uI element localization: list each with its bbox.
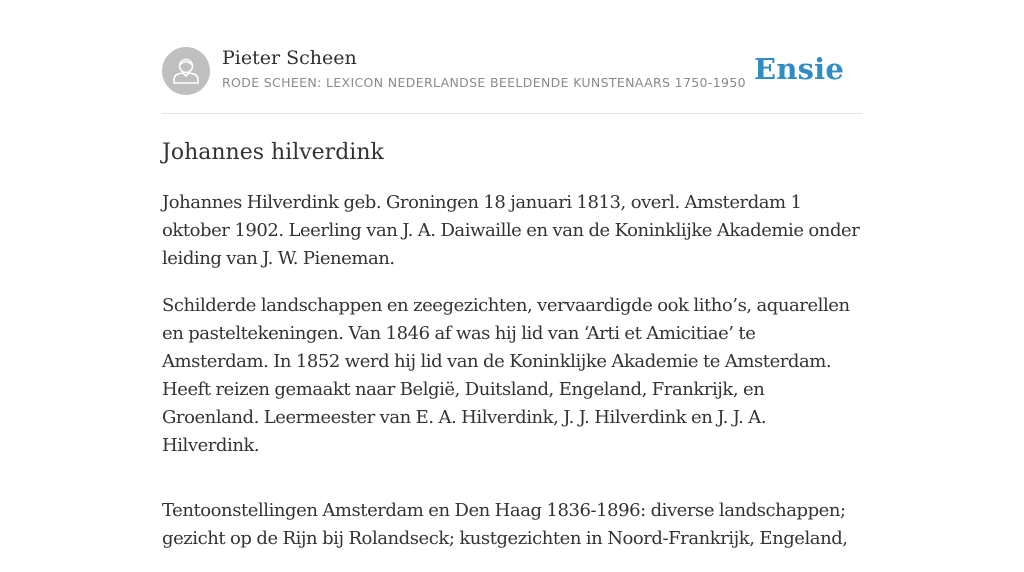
author-avatar[interactable] xyxy=(162,47,210,95)
paragraph-exhibitions: Tentoonstellingen Amsterdam en Den Haag 1836-1896: diverse landschappen; gezicht op de Rijn bij Rolandseck; kustgezichten in Noord-Frankrijk, Engeland, xyxy=(162,500,848,549)
paragraph-biography: Johannes Hilverdink geb. Groningen 18 januari 1813, overl. Amsterdam 1 oktober 1902. Leerling van J. A. Daiwaille en van de Koninklijke Akademie onder leiding van J. W. Pieneman. xyxy=(162,192,860,269)
article-header xyxy=(162,0,862,114)
content-container xyxy=(162,0,862,549)
source-name[interactable]: RODE SCHEEN: LEXICON NEDERLANDSE BEELDENDE KUNSTENAARS 1750-1950 xyxy=(222,75,746,90)
author-name[interactable]: Pieter Scheen xyxy=(222,47,357,69)
paragraph-works: Schilderde landschappen en zeegezichten, vervaardigde ook litho’s, aquarellen en pasteltekeningen. Van 1846 af was hij lid van ‘Arti et Amicitiae’ te Amsterdam. In 1852 werd hij lid van de Koninklijke Akademie te Amsterdam. Heeft reizen gemaakt naar België, Duitsland, Engeland, Frankrijk, en Groenland. Leermeester van E. A. Hilverdink, J. J. Hilverdink en J. J. A. Hilverdink. xyxy=(162,295,850,456)
article-body xyxy=(162,189,862,572)
article-title: Johannes hilverdink xyxy=(162,140,384,165)
user-outline-icon xyxy=(162,47,210,95)
ensie-logo[interactable]: Ensie xyxy=(754,52,844,86)
